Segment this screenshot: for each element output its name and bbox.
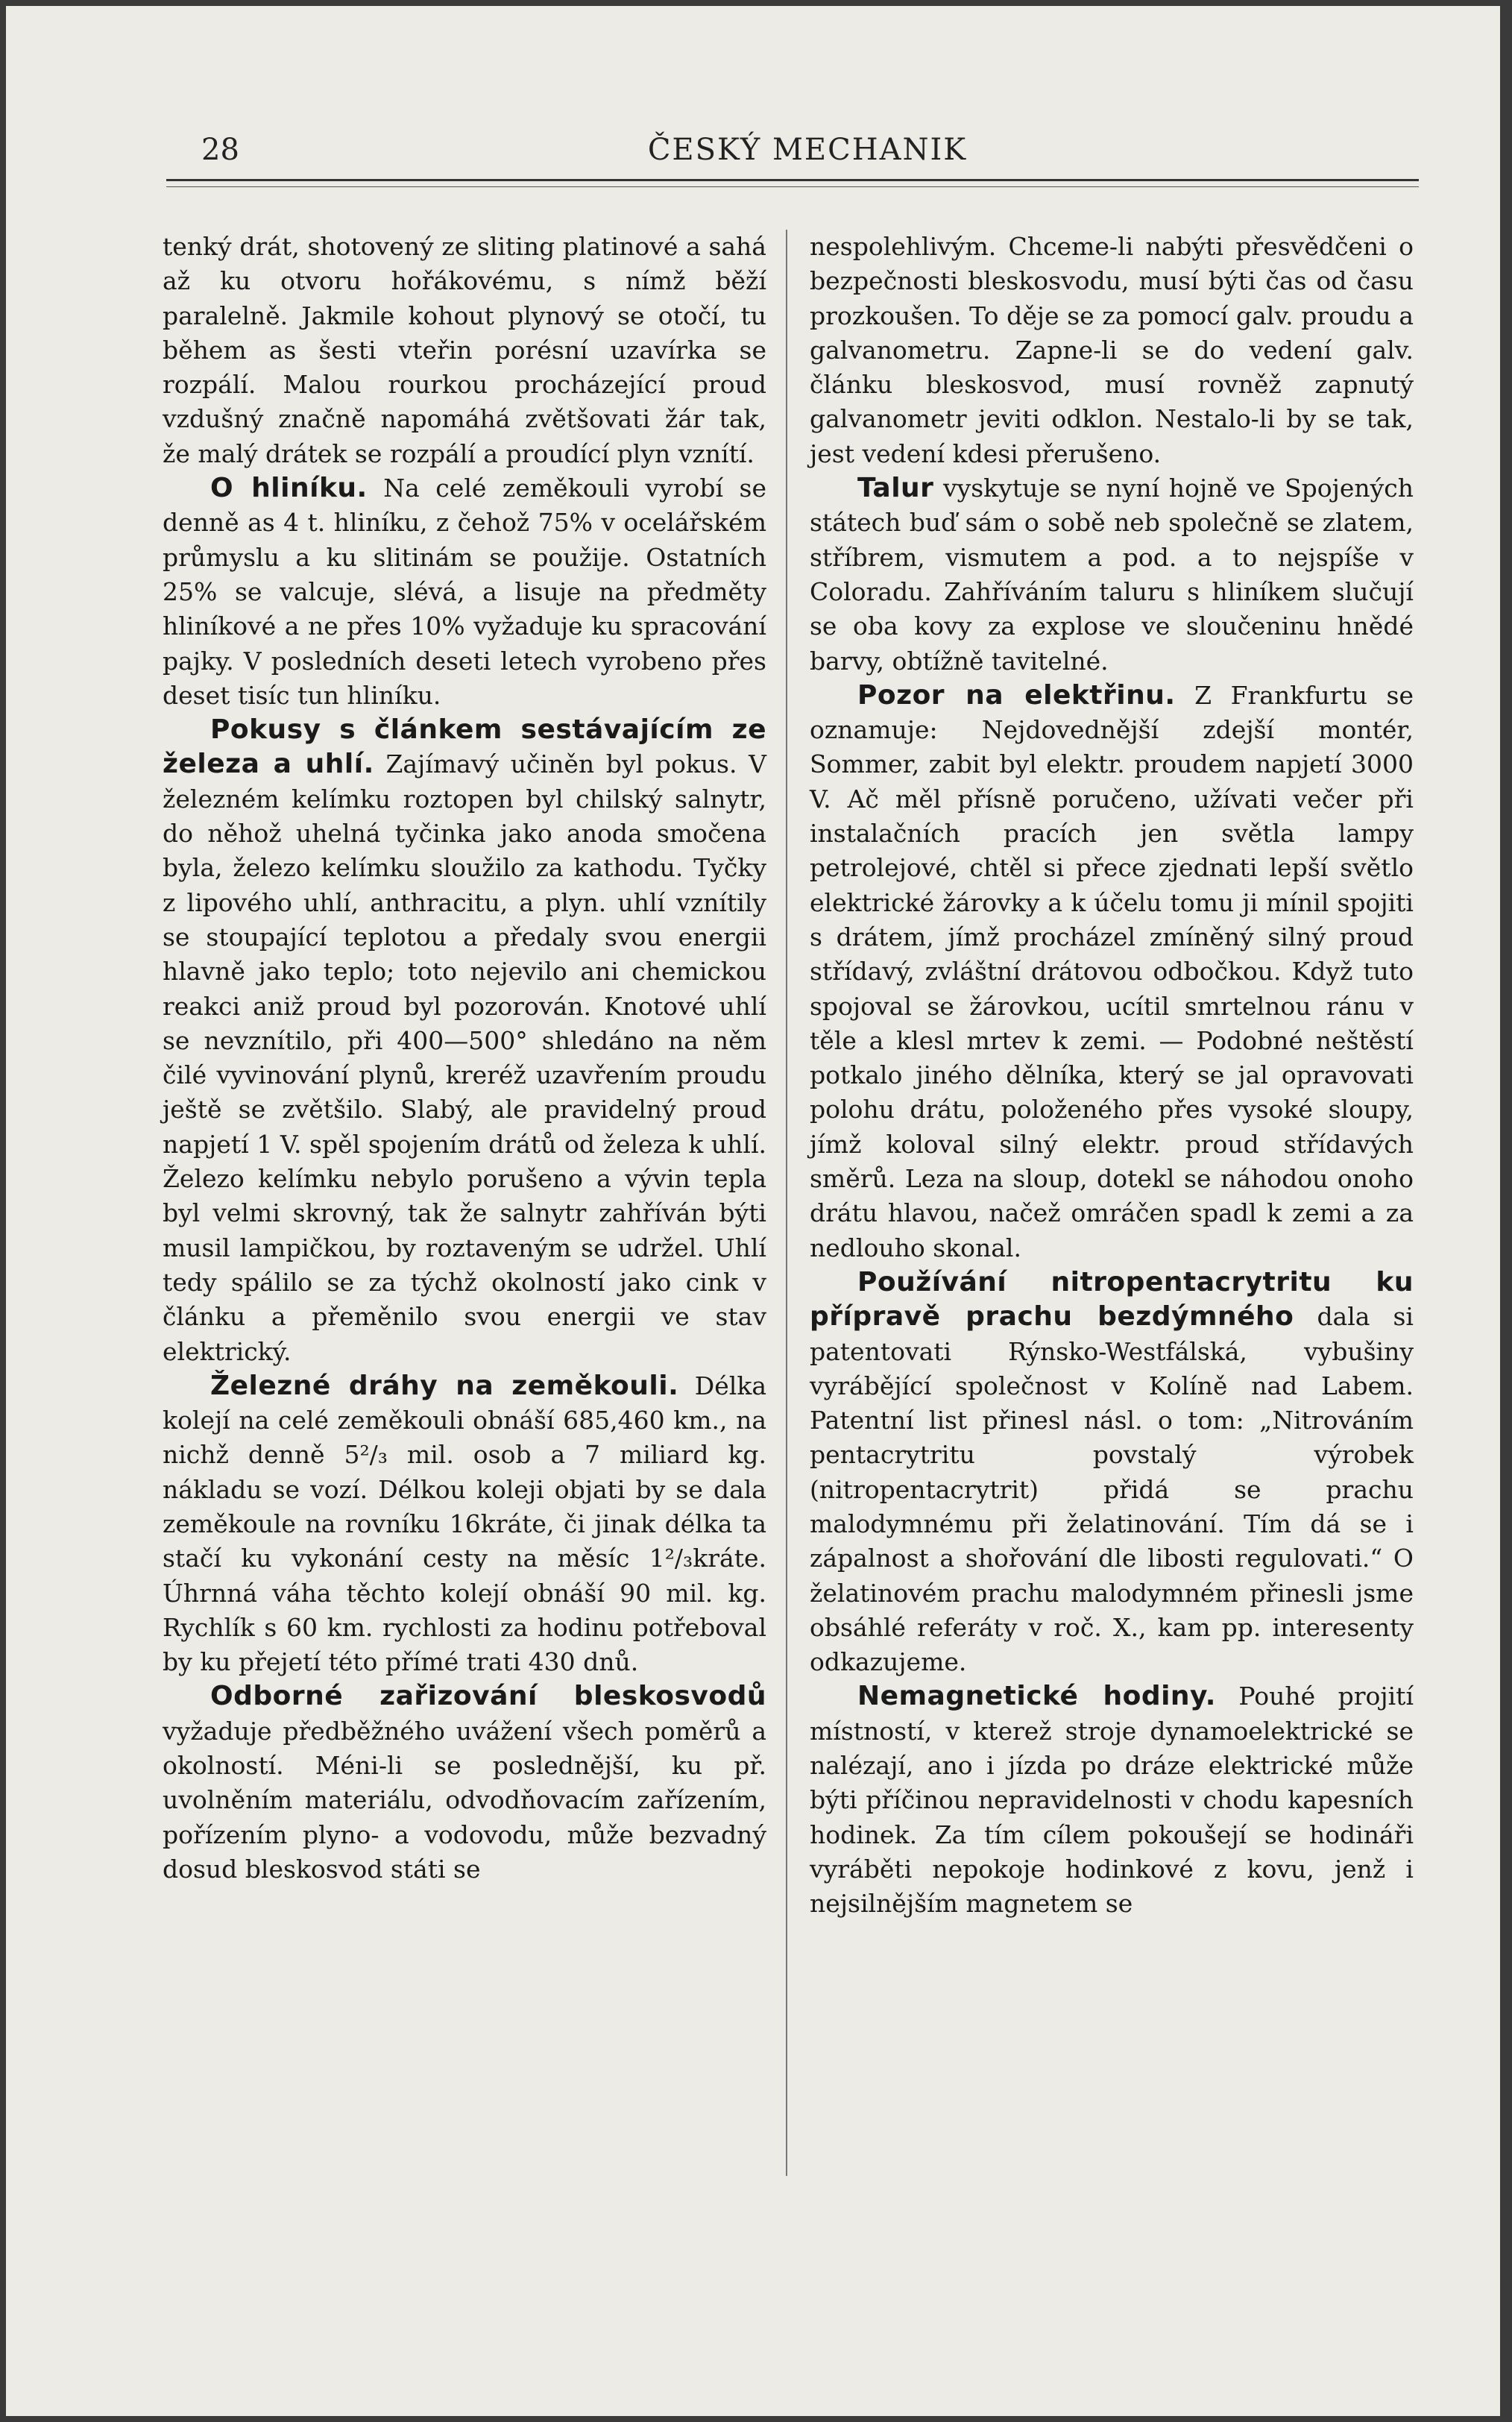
- article-text: nespolehlivým. Chceme-li nabýti přesvědčeni o bezpečnosti bleskosvodu, musí býti čas od času prozkoušen. To děje se za pomocí galv. proudu a galvanometru. Zapne-li se do vedení galv. článku bleskosvod, musí rovněž zapnutý galvanometr jeviti odklon. Nestalo-li by se tak, jest vedení kdesi přerušeno.: [810, 232, 1414, 468]
- article-text: vyskytuje se nyní hojně ve Spojených státech buď sám o sobě neb společně se zlatem, stříbrem, vismutem a pod. a to nejspíše v Coloradu. Zahříváním taluru s hliníkem slučují se oba kovy za explose ve sloučeninu hnědé barvy, obtížně tavitelné.: [810, 474, 1414, 676]
- page-header: [192, 133, 1423, 177]
- article-smokeless-powder: [810, 1265, 1414, 1680]
- article-heading: Pokusy s článkem sestávajícím ze železa a uhlí.: [163, 714, 766, 780]
- header-rule-thick: [166, 179, 1419, 181]
- article-text: Na celé zeměkouli vyrobí se denně as 4 t. hliníku, z čehož 75% v ocelářském průmyslu a ku slitinám se použije. Ostatních 25% se valcuje, slévá, a lisuje na předměty hliníkové a ne přes 10% vyžaduje ku spracování pajky. V posledních deseti letech vyrobeno přes deset tisíc tun hliníku.: [163, 474, 766, 710]
- right-column: [810, 230, 1414, 1922]
- article-continued: [810, 230, 1414, 471]
- article-heading: Pozor na elektřinu.: [857, 679, 1176, 711]
- article-text: Zajímavý učiněn byl pokus. V železném kelímku roztopen byl chilský salnytr, do něhož uhelná tyčinka jako anoda smočena byla, železo kelímku sloužilo za kathodu. Tyčky z lipového uhlí, anthracitu, a plyn. uhlí vznítily se stoupající teplotou a předaly svou energii hlavně jako teplo; toto nejevilo ani chemickou reakci aniž proud byl pozorován. Knotové uhlí se nevznítilo, při 400—500° shledáno na něm čilé vyvinování plynů, kreréž uzavřením proudu ještě se zvětšilo. Slabý, ale pravidelný proud napjetí 1 V. spěl spojením drátů od železa k uhlí. Železo kelímku nebylo porušeno a vývin tepla byl velmi skrovný, tak že salnytr zahříván býti musil lampičkou, by roztaveným se udržel. Uhlí tedy spálilo se za týchž okolností jako cink v článku a přeměnilo svou energii ve stav elektrický.: [163, 749, 767, 1366]
- column-divider: [786, 230, 787, 2176]
- article-electricity-warning: [810, 679, 1414, 1265]
- header-rule-thin: [166, 186, 1419, 187]
- magazine-page: [6, 6, 1500, 2416]
- article-text: dala si patentovati Rýnsko-Westfálská, vybušiny vyrábějící společnost v Kolíně nad Labem. Patentní list přinesl násl. o tom: „Nitrováním pentacrytritu povstalý výrobek (nitropentacrytrit) přidá se prachu malodymnému při želatinování. Tím dá se i zápalnost a shořování dle libosti regulovati.“ O želatinovém prachu malodymném přinesli jsme obsáhlé referáty v roč. X., kam pp. interesenty odkazujeme.: [810, 1302, 1414, 1677]
- page-number: 28: [201, 133, 239, 167]
- article-heading: Železné dráhy na zeměkouli.: [210, 1370, 679, 1401]
- article-text: Pouhé projití místností, v kterež stroje dynamoelektrické se nalézají, ano i jízda po dráze elektrické může býti příčinou nepravidelnosti v chodu kapesních hodinek. Za tím cílem pokoušejí se hodináři vyráběti nepokoje hodinkové z kovu, jenž i nejsilnějším magnetem se: [810, 1682, 1414, 1919]
- article-text: Délka kolejí na celé zeměkouli obnáší 685,460 km., na nichž denně 5²/₃ mil. osob a 7 miliard kg. nákladu se vozí. Délkou koleji objati by se dala zeměkoule na rovníku 16kráte, či jinak délka ta stačí ku vykonání cesty na měsíc 1²/₃kráte. Úhrnná váha těchto kolejí obnáší 90 mil. kg. Rychlík s 60 km. rychlosti za hodinu potřeboval by ku přejetí této přímé trati 430 dnů.: [163, 1371, 766, 1677]
- article-text: vyžaduje předběžného uvážení všech poměrů a okolností. Méni-li se poslednější, ku př. uvolněním materiálu, odvodňovacím zařízením, pořízením plyno- a vodovodu, může bezvadný dosud bleskosvod státi se: [163, 1716, 766, 1884]
- article-lightning-rods: [163, 1679, 766, 1887]
- article-iron-carbon-cell: [163, 713, 766, 1369]
- article-heading: Talur: [857, 473, 934, 504]
- article-railways: [163, 1369, 766, 1680]
- running-title: ČESKÝ MECHANIK: [647, 133, 968, 167]
- article-heading: Odborné zařizování bleskosvodů: [210, 1681, 766, 1712]
- left-column: [163, 230, 766, 1887]
- article-text: tenký drát, shotovený ze sliting platinové a sahá až ku otvoru hořákovému, s nímž běží paralelně. Jakmile kohout plynový se otočí, tu během as šesti vteřin porésní uzavírka se rozpálí. Malou rourkou procházející proud vzdušný značně napomáhá zvětšovati žár tak, že malý drátek se rozpálí a proudící plyn vznítí.: [163, 232, 766, 468]
- article-heading: O hliníku.: [210, 473, 368, 504]
- article-continued: [163, 230, 766, 471]
- article-nonmagnetic-watches: [810, 1679, 1414, 1921]
- article-text: Z Frankfurtu se oznamuje: Nejdovednější zdejší montér, Sommer, zabit byl elektr. proudem napjetí 3000 V. Ač měl přísně poručeno, užívati večer při instalačních pracích jen světla lampy petrolejové, chtěl si přece zjednati lepší světlo elektrické žárovky a k účelu tomu ji mínil spojiti s drátem, jímž procházel zmíněný silný proud střídavý, zvláštní drátovou odbočkou. Když tuto spojoval se žárovkou, ucítil smrtelnou ránu v těle a klesl mrtev k zemi. — Podobné neštěstí potkalo jiného dělníka, který se jal opravovati polohu drátu, položeného přes vysoké sloupy, jímž koloval silný elektr. proud střídavých směrů. Leza na sloup, dotekl se náhodou onoho drátu hlavou, načež omráčen spadl k zemi a za nedlouho skonal.: [810, 680, 1414, 1262]
- article-heading: Nemagnetické hodiny.: [857, 1681, 1216, 1712]
- article-aluminium: [163, 471, 766, 713]
- article-heading: Používání nitropentacrytritu ku přípravě prachu bezdýmného: [810, 1266, 1414, 1333]
- article-tellurium: [810, 471, 1414, 679]
